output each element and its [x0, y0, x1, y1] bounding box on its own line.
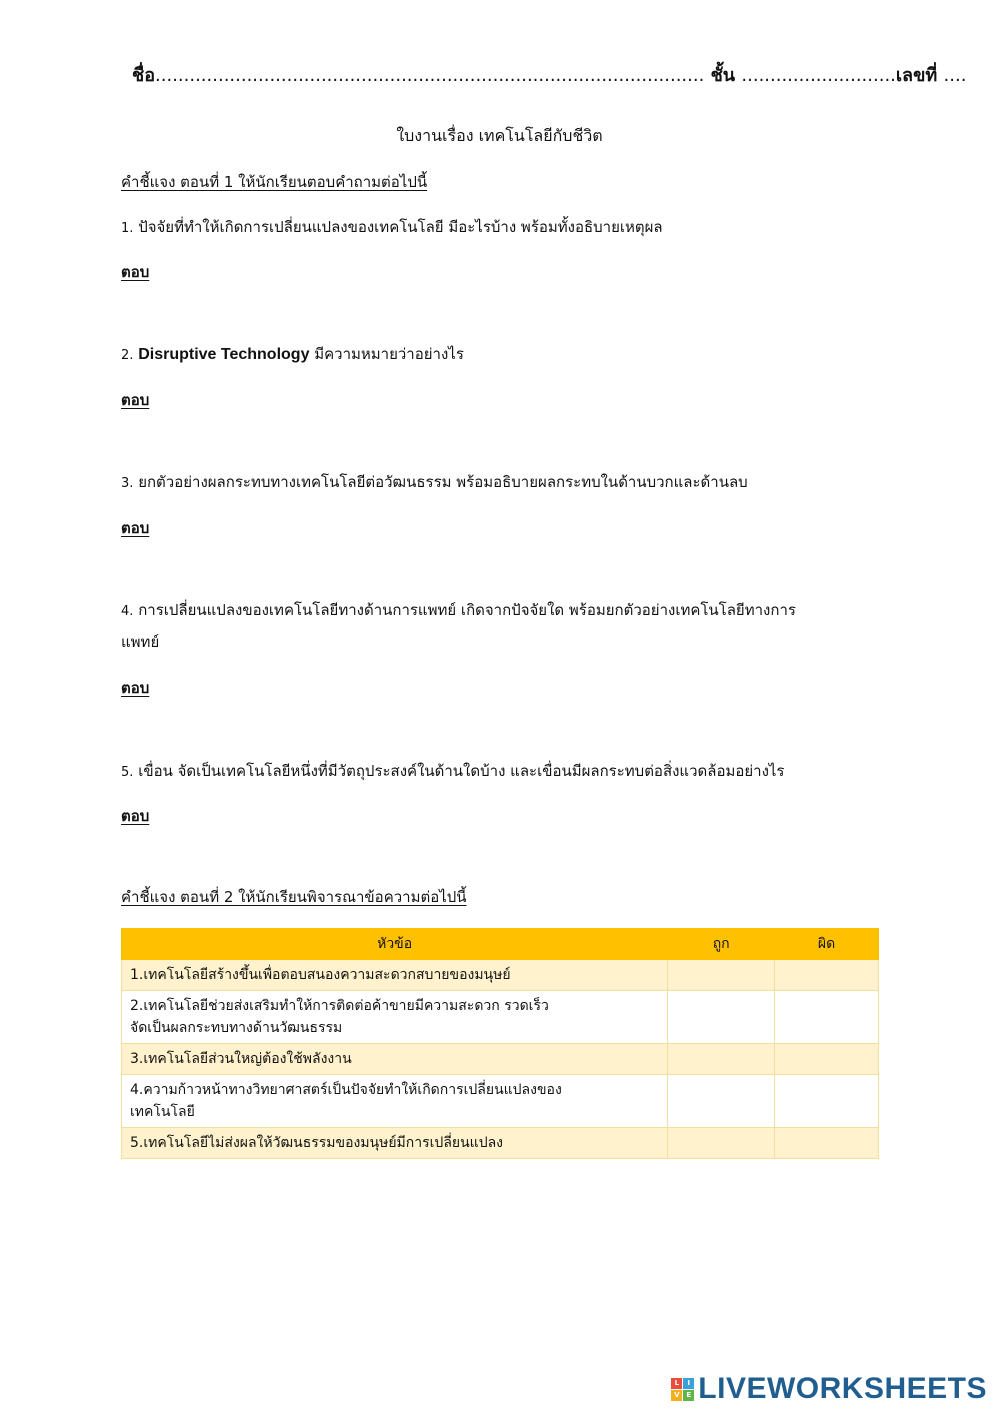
true-answer-cell[interactable] [668, 991, 775, 1044]
part2-instruction: คำชี้แจง ตอนที่ 2 ให้นักเรียนพิจารณาข้อความต่อไปนี้ [121, 888, 467, 906]
true-answer-cell[interactable] [668, 960, 775, 991]
logo-block: V [671, 1390, 682, 1401]
question-1 [121, 215, 663, 239]
answer-label-1[interactable]: ตอบ [121, 263, 150, 281]
table-header-row [122, 929, 879, 960]
table-row [122, 1044, 879, 1075]
question-4-continued: แพทย์ [121, 633, 160, 651]
column-header-topic: หัวข้อ [122, 929, 668, 960]
class-label: ชั้น [710, 65, 736, 86]
answer-label-3[interactable]: ตอบ [121, 519, 150, 537]
question-2 [121, 342, 464, 366]
part1-instruction: คำชี้แจง ตอนที่ 1 ให้นักเรียนตอบคำถามต่อไปนี้ [121, 173, 428, 191]
table-row [122, 1128, 879, 1159]
name-blank: ................................................................................................ [155, 65, 705, 86]
column-header-true: ถูก [668, 929, 775, 960]
question-text: ยกตัวอย่างผลกระทบทางเทคโนโลยีต่อวัฒนธรรม พร้อมอธิบายผลกระทบในด้านบวกและด้านลบ [138, 473, 748, 491]
question-text: มีความหมายว่าอย่างไร [309, 345, 464, 363]
question-number: 4. [121, 604, 134, 619]
false-answer-cell[interactable] [775, 1128, 879, 1159]
question-number: 5. [121, 765, 134, 780]
question-4 [121, 598, 796, 622]
question-5 [121, 759, 785, 783]
question-text: การเปลี่ยนแปลงของเทคโนโลยีทางด้านการแพทย์ เกิดจากปัจจัยใด พร้อมยกตัวอย่างเทคโนโลยีทางการ [138, 601, 796, 619]
true-false-table [121, 928, 879, 1159]
table-row [122, 960, 879, 991]
statement-cell: 5.เทคโนโลยีไม่ส่งผลให้วัฒนธรรมของมนุษย์มีการเปลี่ยนแปลง [122, 1128, 668, 1159]
question-text: เขื่อน จัดเป็นเทคโนโลยีหนึ่งที่มีวัตถุประสงค์ในด้านใดบ้าง และเขื่อนมีผลกระทบต่อสิ่งแวดล้อมอย่างไร [138, 762, 785, 780]
worksheet-title: ใบงานเรื่อง เทคโนโลยีกับชีวิต [396, 126, 603, 145]
answer-label-4[interactable]: ตอบ [121, 679, 150, 697]
question-number: 3. [121, 476, 134, 491]
logo-block: I [683, 1378, 694, 1389]
number-label: เลขที่ [895, 65, 938, 86]
question-3 [121, 470, 748, 494]
name-label: ชื่อ [132, 65, 156, 86]
logo-block: L [671, 1378, 682, 1389]
false-answer-cell[interactable] [775, 991, 879, 1044]
column-header-false: ผิด [775, 929, 879, 960]
question-number: 1. [121, 221, 134, 236]
answer-label-5[interactable]: ตอบ [121, 807, 150, 825]
statement-cell: 2.เทคโนโลยีช่วยส่งเสริมทำให้การติดต่อค้าขายมีความสะดวก รวดเร็ว จัดเป็นผลกระทบทางด้านวัฒนธรรม [122, 991, 668, 1044]
true-answer-cell[interactable] [668, 1044, 775, 1075]
question-number: 2. [121, 348, 134, 363]
question-term: Disruptive Technology [138, 346, 310, 363]
logo-blocks-icon [671, 1378, 694, 1401]
logo-text: LIVEWORKSHEETS [698, 1372, 987, 1405]
true-answer-cell[interactable] [668, 1128, 775, 1159]
statement-cell: 1.เทคโนโลยีสร้างขึ้นเพื่อตอบสนองความสะดวกสบายของมนุษย์ [122, 960, 668, 991]
question-text: ปัจจัยที่ทำให้เกิดการเปลี่ยนแปลงของเทคโนโลยี มีอะไรบ้าง พร้อมทั้งอธิบายเหตุผล [138, 218, 663, 236]
class-blank: ........................... [741, 65, 896, 86]
false-answer-cell[interactable] [775, 1075, 879, 1128]
statement-cell: 3.เทคโนโลยีส่วนใหญ่ต้องใช้พลังงาน [122, 1044, 668, 1075]
liveworksheets-logo [671, 1372, 987, 1406]
false-answer-cell[interactable] [775, 960, 879, 991]
false-answer-cell[interactable] [775, 1044, 879, 1075]
true-answer-cell[interactable] [668, 1075, 775, 1128]
table-row [122, 1075, 879, 1128]
logo-block: E [683, 1390, 694, 1401]
table-row [122, 991, 879, 1044]
number-blank: .... [943, 65, 967, 86]
student-info-line [132, 60, 966, 89]
answer-label-2[interactable]: ตอบ [121, 391, 150, 409]
statement-cell: 4.ความก้าวหน้าทางวิทยาศาสตร์เป็นปัจจัยทำให้เกิดการเปลี่ยนแปลงของ เทคโนโลยี [122, 1075, 668, 1128]
